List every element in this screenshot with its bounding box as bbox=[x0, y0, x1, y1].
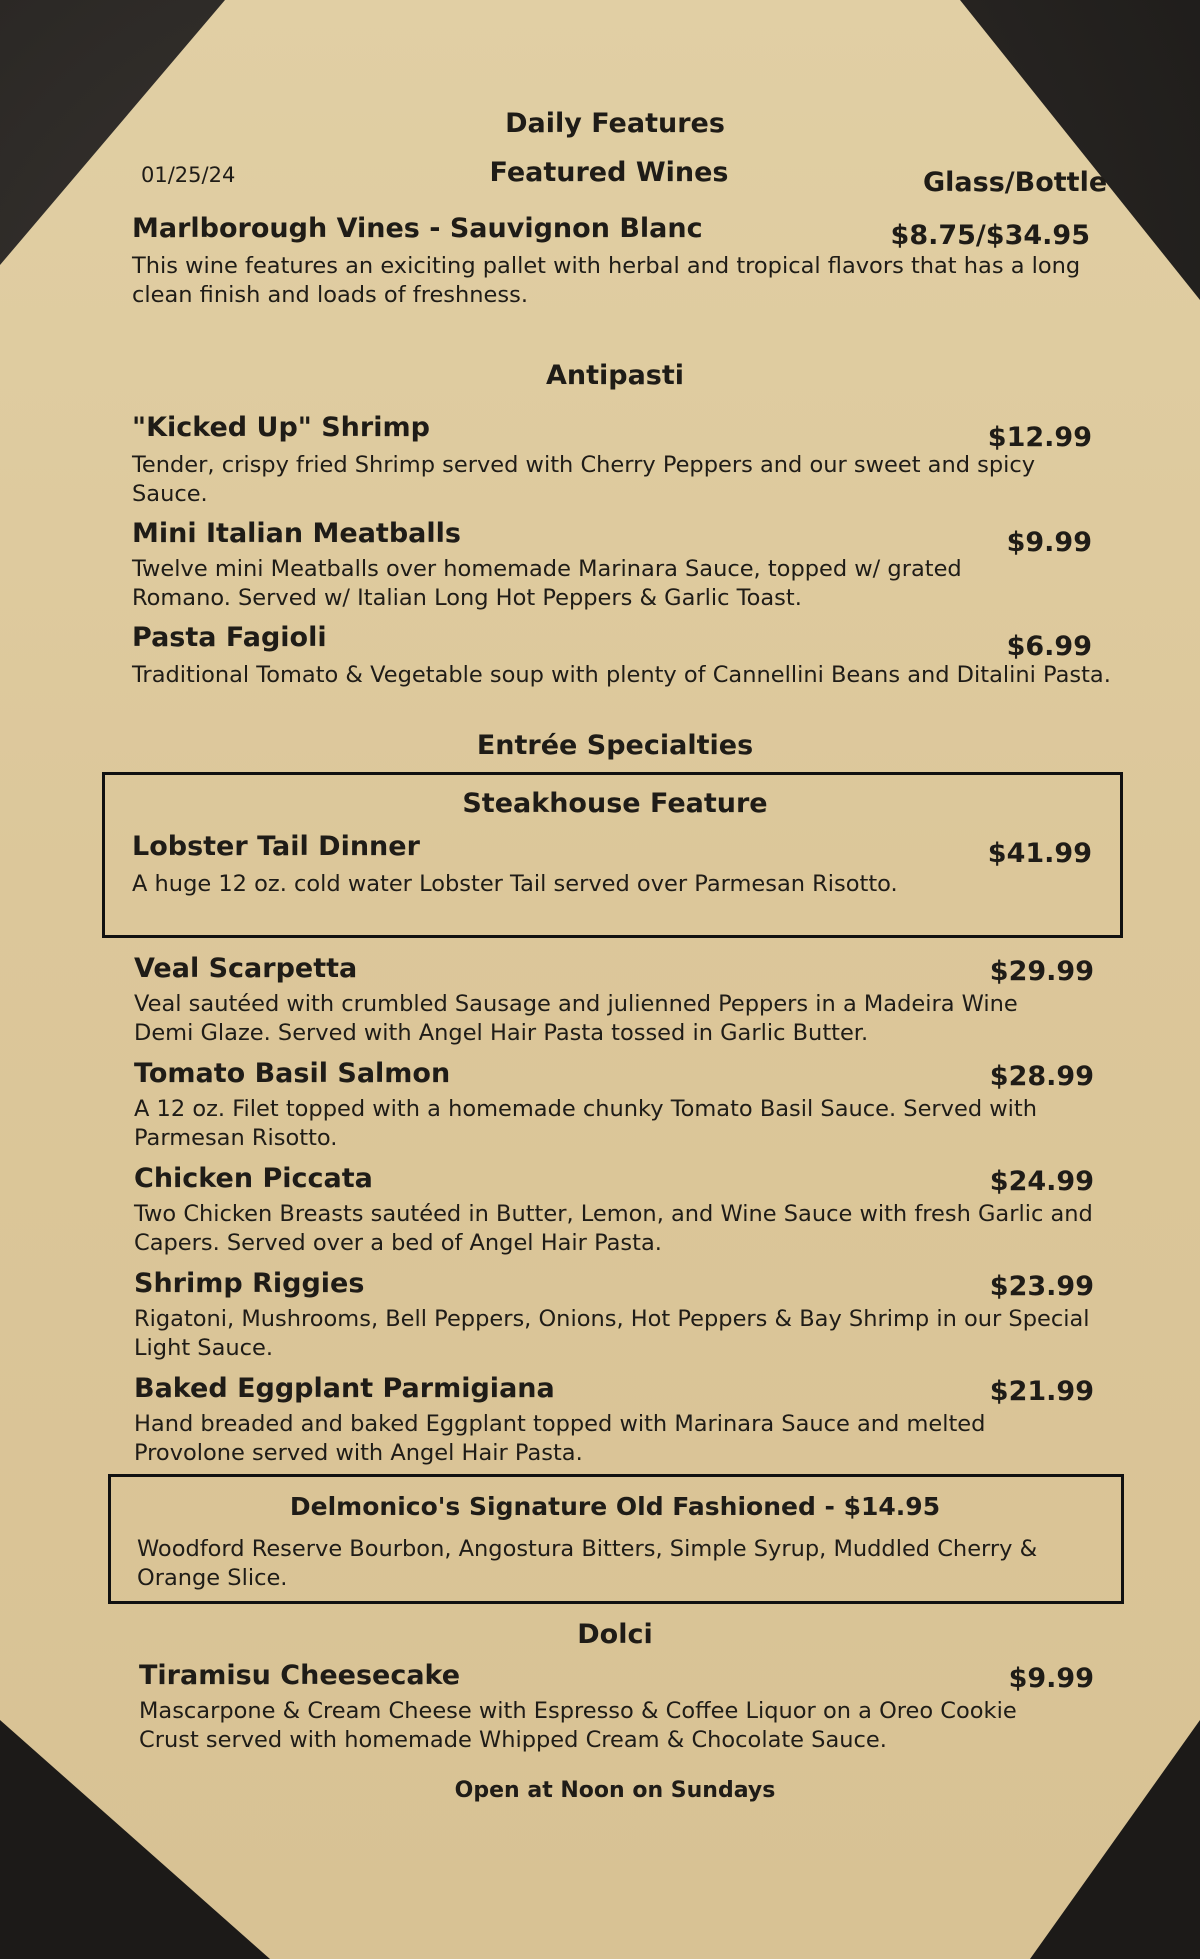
menu-item-price: $21.99 bbox=[989, 1376, 1094, 1407]
menu-item-price: $9.99 bbox=[1006, 527, 1092, 558]
cocktail-title: Delmonico's Signature Old Fashioned - $14.95 bbox=[289, 1492, 941, 1521]
feature-item-description: A huge 12 oz. cold water Lobster Tail served over Parmesan Risotto. bbox=[132, 871, 898, 897]
antipasti-heading: Antipasti bbox=[545, 360, 685, 391]
page-title: Daily Features bbox=[505, 108, 725, 139]
menu-item-price: $6.99 bbox=[1006, 631, 1092, 662]
dolci-heading: Dolci bbox=[577, 1619, 653, 1650]
dessert-name: Tiramisu Cheesecake bbox=[139, 1660, 461, 1691]
dessert-description: Mascarpone & Cream Cheese with Espresso & Coffee Liquor on a Oreo Cookie Crust served with homemade Whipped Cream & Chocolate Sauce. bbox=[139, 1698, 1017, 1753]
menu-item-description: Veal sautéed with crumbled Sausage and julienned Peppers in a Madeira Wine Demi Glaze. Served with Angel Hair Pasta tossed in Garlic Butter. bbox=[134, 991, 1018, 1046]
menu-item-price: $23.99 bbox=[989, 1271, 1094, 1302]
menu-item-description: Traditional Tomato & Vegetable soup with plenty of Cannellini Beans and Ditalini Pasta. bbox=[132, 662, 1111, 688]
menu-date: 01/25/24 bbox=[141, 163, 236, 187]
menu-item-name: Shrimp Riggies bbox=[134, 1268, 365, 1299]
menu-item-name: "Kicked Up" Shrimp bbox=[132, 412, 430, 443]
sunday-hours-note: Open at Noon on Sundays bbox=[454, 1778, 776, 1803]
glass-bottle-label: Glass/Bottle bbox=[923, 167, 1108, 198]
menu-item-price: $29.99 bbox=[989, 956, 1094, 987]
menu-item-price: $12.99 bbox=[987, 422, 1092, 453]
menu-item-price: $24.99 bbox=[989, 1166, 1094, 1197]
wine-name: Marlborough Vines - Sauvignon Blanc bbox=[132, 213, 703, 244]
menu-item-name: Pasta Fagioli bbox=[132, 622, 327, 653]
menu-item-description: A 12 oz. Filet topped with a homemade chunky Tomato Basil Sauce. Served with Parmesan Risotto. bbox=[134, 1096, 1037, 1151]
menu-item-name: Veal Scarpetta bbox=[134, 953, 358, 984]
feature-item-name: Lobster Tail Dinner bbox=[132, 831, 420, 862]
menu-item-description: Tender, crispy fried Shrimp served with Cherry Peppers and our sweet and spicy Sauce. bbox=[132, 452, 1036, 507]
menu-item-name: Mini Italian Meatballs bbox=[132, 518, 461, 549]
menu-item-description: Two Chicken Breasts sautéed in Butter, Lemon, and Wine Sauce with fresh Garlic and Capers. Served over a bed of Angel Hair Pasta. bbox=[134, 1201, 1093, 1256]
menu-item-description: Rigatoni, Mushrooms, Bell Peppers, Onions, Hot Peppers & Bay Shrimp in our Special Light Sauce. bbox=[134, 1306, 1090, 1361]
featured-wines-heading: Featured Wines bbox=[489, 157, 729, 188]
wine-price: $8.75/$34.95 bbox=[890, 220, 1090, 251]
menu-item-description: Hand breaded and baked Eggplant topped with Marinara Sauce and melted Provolone served with Angel Hair Pasta. bbox=[134, 1411, 986, 1466]
menu-item-name: Tomato Basil Salmon bbox=[134, 1058, 451, 1089]
menu-item-name: Chicken Piccata bbox=[134, 1163, 373, 1194]
menu-item-description: Twelve mini Meatballs over homemade Marinara Sauce, topped w/ grated Romano. Served w/ Italian Long Hot Peppers & Garlic Toast. bbox=[132, 556, 962, 611]
entree-heading: Entrée Specialties bbox=[476, 730, 754, 761]
feature-item-price: $41.99 bbox=[987, 838, 1092, 869]
menu-item-price: $28.99 bbox=[989, 1061, 1094, 1092]
steakhouse-feature-heading: Steakhouse Feature bbox=[462, 788, 768, 819]
wine-description: This wine features an exiciting pallet with herbal and tropical flavors that has a long clean finish and loads of freshness. bbox=[132, 253, 1081, 308]
menu-item-name: Baked Eggplant Parmigiana bbox=[134, 1373, 555, 1404]
cocktail-description: Woodford Reserve Bourbon, Angostura Bitters, Simple Syrup, Muddled Cherry & Orange Slice. bbox=[137, 1536, 1038, 1591]
dessert-price: $9.99 bbox=[1008, 1663, 1094, 1694]
